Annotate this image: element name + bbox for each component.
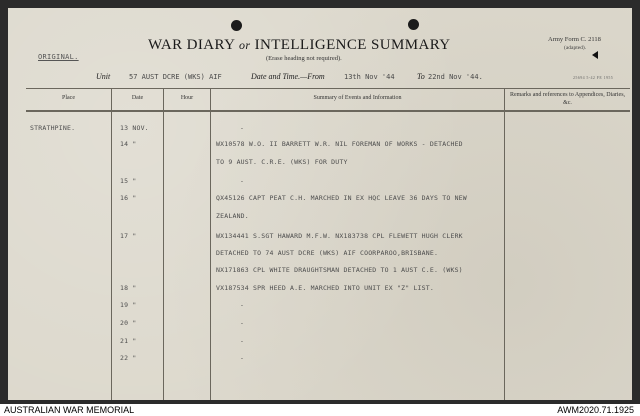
to-date-value: 22nd Nov '44.: [428, 73, 483, 81]
entry-text: -: [240, 354, 245, 362]
entry-date: 14 ": [120, 140, 137, 148]
column-header-date: Date: [131, 95, 144, 101]
entry-text: -: [240, 301, 245, 309]
entry-text: -: [240, 177, 245, 185]
entry-text: DETACHED TO 74 AUST DCRE (WKS) AIF COORPAROO,BRISBANE.: [216, 249, 439, 257]
to-label: To: [417, 72, 425, 81]
column-header-hour: Hour: [180, 95, 194, 101]
punch-hole-icon: [231, 20, 242, 31]
entry-text: NX171863 CPL WHITE DRAUGHTSMAN DETACHED TO 1 AUST C.E. (WKS): [216, 266, 463, 274]
entry-text: -: [240, 124, 245, 132]
title-subtitle: (Erase heading not required).: [266, 55, 342, 62]
column-divider: [163, 88, 164, 400]
entry-text: VX187534 SPR HEED A.E. MARCHED INTO UNIT EX "Z" LIST.: [216, 284, 435, 292]
footer-accession-number: AWM2020.71.1925: [557, 405, 634, 415]
column-divider: [111, 88, 112, 400]
entry-text: QX45126 CAPT PEAT C.H. MARCHED IN EX HQC LEAVE 36 DAYS TO NEW: [216, 194, 467, 202]
table-rule: [26, 88, 630, 89]
entry-date: 16 ": [120, 194, 137, 202]
original-stamp: ORIGINAL.: [38, 53, 79, 61]
entry-text: ZEALAND.: [216, 212, 249, 220]
pointer-arrow-icon: [592, 51, 598, 59]
adapted-note: (adapted).: [564, 45, 587, 51]
punch-hole-icon: [408, 19, 419, 30]
from-date-value: 13th Nov '44: [344, 73, 395, 81]
date-time-label: Date and Time.—From: [251, 72, 325, 81]
diary-table: [26, 88, 630, 400]
column-divider: [210, 88, 211, 400]
title-intelligence-summary: INTELLIGENCE SUMMARY: [254, 37, 451, 53]
column-header-summary: Summary of Events and Information: [313, 95, 402, 101]
column-divider: [504, 88, 505, 400]
table-rule: [26, 111, 630, 112]
unit-label: Unit: [96, 72, 111, 81]
entry-text: WX10578 W.O. II BARRETT W.R. NIL FOREMAN OF WORKS - DETACHED: [216, 140, 463, 148]
title-war-diary: WAR DIARY: [148, 37, 235, 53]
entry-date: 18 ": [120, 284, 137, 292]
entry-text: -: [240, 319, 245, 327]
entry-date: 19 ": [120, 301, 137, 309]
entry-text: TO 9 AUST. C.R.E. (WKS) FOR DUTY: [216, 158, 348, 166]
entry-date: 20 ": [120, 319, 137, 327]
entry-text: -: [240, 337, 245, 345]
footer-credit: AUSTRALIAN WAR MEMORIAL: [4, 405, 135, 415]
print-code: 25694 5-42 FE 1955: [573, 75, 614, 80]
unit-value: 57 AUST DCRE (WKS) AIF: [129, 73, 222, 81]
entry-date: 15 ": [120, 177, 137, 185]
diary-page: [8, 8, 632, 400]
column-header-remarks: Remarks and references to Appendices, Diaries, &c.: [509, 92, 626, 106]
entry-date: 17 ": [120, 232, 137, 240]
title-or: or: [238, 38, 251, 52]
page-title: [148, 37, 451, 54]
entry-date: 13 NOV.: [120, 124, 149, 132]
entry-date: 21 ": [120, 337, 137, 345]
entry-date: 22 ": [120, 354, 137, 362]
army-form-number: Army Form C. 2118: [548, 36, 601, 43]
entry-text: WX134441 S.SGT HAWARD M.F.W. NX183738 CPL FLEWETT HUGH CLERK: [216, 232, 463, 240]
column-header-place: Place: [62, 95, 75, 101]
entry-place: STRATHPINE.: [30, 124, 76, 132]
